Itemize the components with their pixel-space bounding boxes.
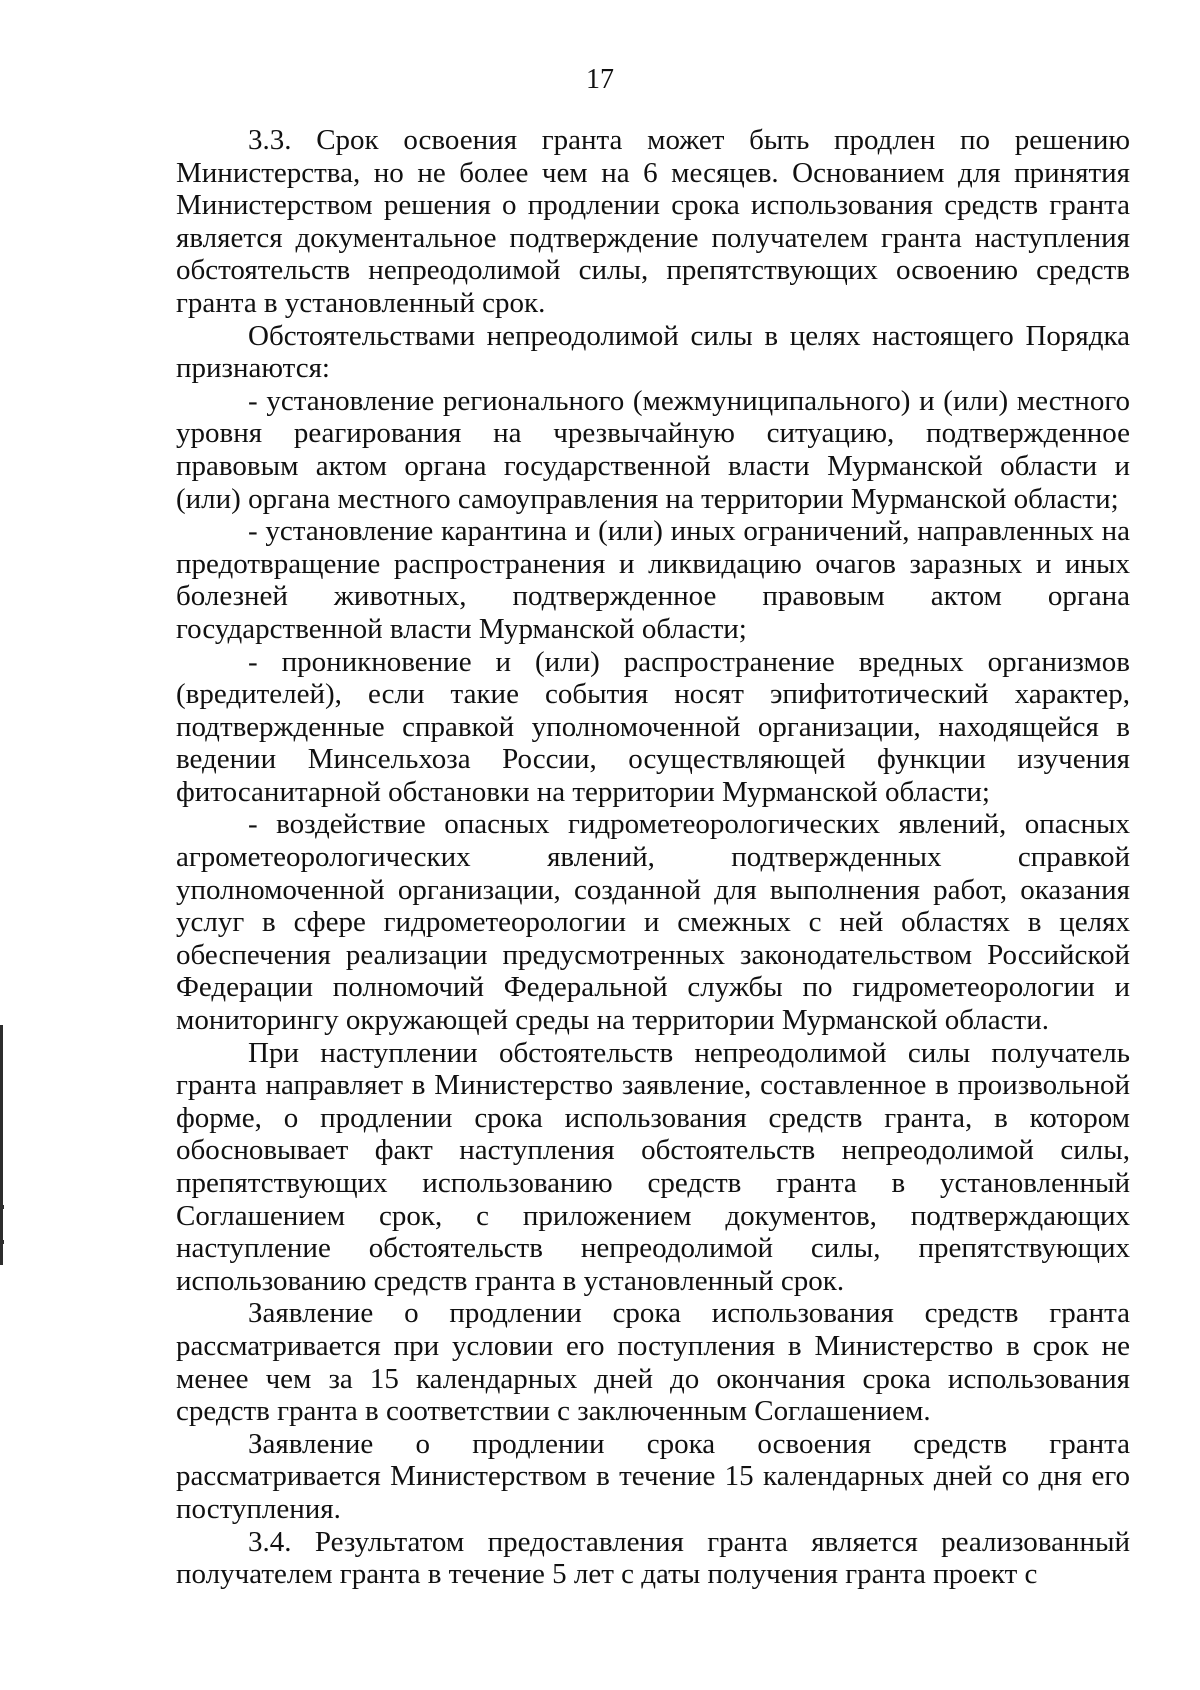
paragraph-force-majeure-intro: Обстоятельствами непреодолимой силы в целях настоящего Порядка признаются: — [176, 319, 1130, 385]
paragraph-3-3: 3.3. Срок освоения гранта может быть продлен по решению Министерства, но не более чем на 6 месяцев. Основанием для принятия Министерством решения о продлении срока использования средств гранта является документальное подтверждение получателем гранта наступления обстоятельств непреодолимой силы, препятствующих освоению средств гранта в установленный срок. — [176, 124, 1130, 319]
paragraph-application-deadline: Заявление о продлении срока использования средств гранта рассматривается при условии его поступления в Министерство в срок не менее чем за 15 календарных дней до окончания срока использования средств гранта в соответствии с заключенным Соглашением. — [176, 1297, 1130, 1428]
scan-edge-tick — [0, 1240, 4, 1244]
list-item-emergency-response: - установление регионального (межмуниципального) и (или) местного уровня реагирования на чрезвычайную ситуацию, подтвержденное правовым актом органа государственной власти Мурманской области и (или) органа местного самоуправления на территории Мурманской области; — [176, 384, 1130, 515]
list-item-hydrometeorological: - воздействие опасных гидрометеорологических явлений, опасных агрометеорологических явлений, подтвержденных справкой уполномоченной организации, созданной для выполнения работ, оказания услуг в сфере гидрометеорологии и смежных с ней областях в целях обеспечения реализации предусмотренных законодательством Российской Федерации полномочий Федеральной службы по гидрометеорологии и мониторингу окружающей среды на территории Мурманской области. — [176, 808, 1130, 1037]
list-item-pests: - проникновение и (или) распространение вредных организмов (вредителей), если такие события носят эпифитотический характер, подтвержденные справкой уполномоченной организации, находящейся в ведении Минсельхоза России, осуществляющей функции изучения фитосанитарной обстановки на территории Мурманской области; — [176, 645, 1130, 808]
list-item-quarantine: - установление карантина и (или) иных ограничений, направленных на предотвращение распространения и ликвидацию очагов заразных и иных болезней животных, подтвержденное правовым актом органа государственной власти Мурманской области; — [176, 515, 1130, 645]
paragraph-3-4: 3.4. Результатом предоставления гранта является реализованный получателем гранта в течение 5 лет с даты получения гранта проект с — [176, 1525, 1130, 1591]
scan-edge-mark — [0, 1025, 3, 1265]
scan-edge-tick — [0, 1205, 4, 1209]
page-number: 17 — [586, 64, 614, 95]
paragraph-review-period: Заявление о продлении срока освоения средств гранта рассматривается Министерством в течение 15 календарных дней со дня его поступления. — [176, 1427, 1130, 1525]
document-body — [176, 124, 1130, 1591]
paragraph-application-procedure: При наступлении обстоятельств непреодолимой силы получатель гранта направляет в Министерство заявление, составленное в произвольной форме, о продлении срока использования средств гранта, в котором обосновывает факт наступления обстоятельств непреодолимой силы, препятствующих использованию средств гранта в установленный Соглашением срок, с приложением документов, подтверждающих наступление обстоятельств непреодолимой силы, препятствующих использованию средств гранта в установленный срок. — [176, 1036, 1130, 1297]
